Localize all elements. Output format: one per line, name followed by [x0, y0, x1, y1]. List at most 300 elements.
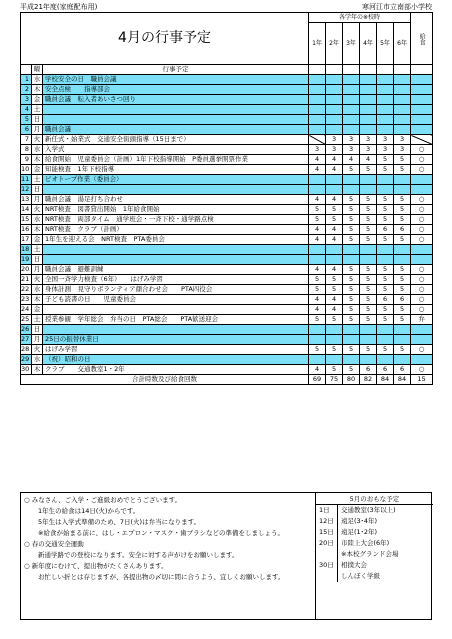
- grade-hours-cell: 5: [343, 315, 360, 325]
- table-row: [21, 325, 433, 335]
- grade-hours-cell: 5: [343, 165, 360, 175]
- grade-hours-cell: [360, 335, 377, 345]
- table-row: [21, 165, 433, 175]
- event-text: 新任式・始業式 交通安全街頭指導（15日まで）: [43, 135, 309, 145]
- note-line: [24, 539, 312, 550]
- table-row: [21, 185, 433, 195]
- table-row: [21, 275, 433, 285]
- weekday: 金: [32, 235, 43, 245]
- grade-hours-cell: 5: [343, 225, 360, 235]
- grade-hours-cell: 5: [360, 195, 377, 205]
- kyushoku-cell: [411, 135, 433, 145]
- kyushoku-cell: ○: [411, 365, 433, 375]
- kyushoku-cell: ○: [411, 305, 433, 315]
- grade-header-1: 1年: [309, 23, 326, 65]
- total-hours-cell: 75: [326, 375, 343, 385]
- may-schedule-text: しんぼく学級: [341, 572, 380, 580]
- grade-hours-cell: [309, 75, 326, 85]
- note-bullet: ○: [24, 562, 30, 570]
- grade-hours-cell: 3: [394, 145, 411, 155]
- grade-hours-cell: 3: [326, 145, 343, 155]
- grade-hours-cell: [309, 95, 326, 105]
- grade-hours-cell: [394, 185, 411, 195]
- event-text: （祝）昭和の日: [43, 355, 309, 365]
- schedule-body: [21, 13, 433, 385]
- grade-hours-cell: [326, 105, 343, 115]
- grade-hours-cell: 3: [309, 145, 326, 155]
- table-row: [21, 175, 433, 185]
- event-text: 職員会議 避難訓練: [43, 265, 309, 275]
- table-row: [21, 125, 433, 135]
- weekday: 月: [32, 335, 43, 345]
- note-bullet: ○: [24, 540, 30, 548]
- grade-hours-cell: [343, 115, 360, 125]
- kyushoku-cell: ○: [411, 215, 433, 225]
- grade-hours-cell: 5: [377, 205, 394, 215]
- grade-hours-cell: 5: [343, 345, 360, 355]
- totals-label: 合計時数及び給食回数: [21, 375, 309, 385]
- grade-hours-cell: [326, 255, 343, 265]
- total-hours-cell: 80: [343, 375, 360, 385]
- grade-hours-cell: [377, 125, 394, 135]
- grade-hours-cell: [360, 255, 377, 265]
- grade-hours-cell: [360, 245, 377, 255]
- event-text: 職員会議 湯足打ち合わせ: [43, 195, 309, 205]
- header-school-name: 寒河江市立南部小学校: [362, 3, 432, 11]
- note-line: [24, 528, 312, 539]
- note-line: [24, 572, 312, 583]
- grade-hours-cell: 3: [360, 145, 377, 155]
- day-number: 13: [21, 195, 32, 205]
- day-number: 28: [21, 345, 32, 355]
- grade-hours-cell: [377, 335, 394, 345]
- kyushoku-cell: ○: [411, 155, 433, 165]
- table-row: [21, 335, 433, 345]
- note-text: ※給食が始まる前に、はし・エプロン・マスク・歯ブラシなどの準備をしましょう。: [38, 529, 284, 537]
- note-line: [24, 495, 312, 506]
- grade-hours-cell: 5: [343, 365, 360, 375]
- may-schedule-text: 市陸上大会(6年): [341, 539, 390, 547]
- table-row: [21, 135, 433, 145]
- grade-hours-cell: [360, 85, 377, 95]
- kyushoku-header: 給食: [411, 13, 433, 65]
- grade-hours-cell: [377, 85, 394, 95]
- grade-hours-cell: 5: [377, 195, 394, 205]
- grade-hours-cell: 5: [394, 315, 411, 325]
- grade-hours-cell: [360, 115, 377, 125]
- grade-hours-cell: [377, 115, 394, 125]
- weekday: 水: [32, 75, 43, 85]
- event-text: 知能検査 1年下校指導: [43, 165, 309, 175]
- grade-hours-cell: 5: [343, 275, 360, 285]
- grade-hours-cell: [326, 325, 343, 335]
- grade-hours-cell: 5: [377, 215, 394, 225]
- kyushoku-cell: ○: [411, 275, 433, 285]
- table-row: [21, 195, 433, 205]
- weekday: 土: [32, 315, 43, 325]
- may-schedule-text: 遠足(3･4年): [341, 517, 378, 525]
- table-row: [21, 205, 433, 215]
- weekday: 木: [32, 295, 43, 305]
- weekday: 水: [32, 215, 43, 225]
- grade-hours-cell: [360, 175, 377, 185]
- table-row: [21, 265, 433, 275]
- grade-hours-cell: 5: [394, 155, 411, 165]
- table-row: [21, 315, 433, 325]
- may-schedule-item: [316, 571, 433, 582]
- event-text: クラブ 交通教室1・2年: [43, 365, 309, 375]
- weekday: 水: [32, 145, 43, 155]
- day-number: 23: [21, 295, 32, 305]
- grade-hours-cell: [394, 255, 411, 265]
- kyushoku-cell: ○: [411, 205, 433, 215]
- grade-hours-cell: [326, 335, 343, 345]
- grade-hours-cell: [309, 325, 326, 335]
- event-text: NRT検査 両部タイム 通学班会・一斉下校・通学路点検: [43, 215, 309, 225]
- grade-hours-cell: 5: [394, 195, 411, 205]
- grade-hours-cell: 6: [377, 365, 394, 375]
- grade-hours-cell: [343, 325, 360, 335]
- grade-hours-cell: [360, 75, 377, 85]
- kyushoku-cell: [411, 125, 433, 135]
- grade-hours-cell: 5: [360, 225, 377, 235]
- may-schedule-box: [316, 493, 433, 619]
- grade-hours-cell: 4: [326, 305, 343, 315]
- event-text: 給食開始 児童委員会（計画）1年下校指導開始 P委員選挙開票作業: [43, 155, 309, 165]
- grade-hours-cell: [360, 125, 377, 135]
- grade-hours-cell: 5: [360, 215, 377, 225]
- grade-hours-cell: [309, 115, 326, 125]
- day-number: 1: [21, 75, 32, 85]
- event-text: [43, 115, 309, 125]
- grade-header-4: 4年: [360, 23, 377, 65]
- table-row: [21, 285, 433, 295]
- event-text: [43, 325, 309, 335]
- grade-hours-cell: [326, 185, 343, 195]
- table-row: [21, 255, 433, 265]
- day-number: 4: [21, 105, 32, 115]
- grade-header-3: 3年: [343, 23, 360, 65]
- event-text: 25日の振替休業日: [43, 335, 309, 345]
- grade-hours-cell: 5: [309, 215, 326, 225]
- grade-hours-cell: [343, 85, 360, 95]
- grade-hours-cell: 4: [309, 155, 326, 165]
- may-schedule-text: ※本校グランド会場: [341, 550, 399, 558]
- grade-hours-cell: 4: [326, 225, 343, 235]
- weekday: 木: [32, 155, 43, 165]
- grade-hours-cell: 5: [343, 285, 360, 295]
- grade-hours-cell: [326, 245, 343, 255]
- weekday: 金: [32, 165, 43, 175]
- grade-hours-cell: 4: [360, 155, 377, 165]
- grade-hours-cell: [394, 85, 411, 95]
- event-text: 授業参観 学年総会 弁当の日 PTA総会 PTA歓送迎会: [43, 315, 309, 325]
- may-schedule-text: 交通教室(3年以上): [341, 506, 396, 514]
- kyushoku-cell: [411, 255, 433, 265]
- events-header: 行事予定: [43, 65, 309, 75]
- may-schedule-date: 30日: [316, 560, 338, 571]
- grade-hours-cell: [309, 355, 326, 365]
- grade-hours-cell: 5: [377, 265, 394, 275]
- day-number: 14: [21, 205, 32, 215]
- table-row: [21, 305, 433, 315]
- grade-hours-cell: 5: [394, 275, 411, 285]
- note-text: 1年生の給食は14日(火)からです。: [38, 507, 140, 515]
- table-row: [21, 155, 433, 165]
- day-number: 7: [21, 135, 32, 145]
- weekday: 木: [32, 85, 43, 95]
- grade-hours-cell: 4: [309, 225, 326, 235]
- grade-header-6: 6年: [394, 23, 411, 65]
- kyushoku-cell: ○: [411, 265, 433, 275]
- event-text: 職員会議: [43, 125, 309, 135]
- note-text: 新年度にむけて、提出物がたくさんあります。: [31, 562, 168, 570]
- grade-hours-cell: 5: [309, 315, 326, 325]
- note-text: 新通学路での登校になります。安全に対する声がけをお願いします。: [38, 551, 239, 559]
- grade-hours-cell: 5: [309, 205, 326, 215]
- event-text: NRT検査 図書貸出開始 1年給食開始: [43, 205, 309, 215]
- weekday: 土: [32, 175, 43, 185]
- grade-hours-cell: [377, 255, 394, 265]
- day-number: 26: [21, 325, 32, 335]
- event-text: [43, 105, 309, 115]
- grade-hours-cell: 4: [309, 305, 326, 315]
- event-text: 安全点検 指導部会: [43, 85, 309, 95]
- grade-hours-cell: [394, 105, 411, 115]
- schedule-table: [20, 12, 433, 385]
- grade-hours-cell: 5: [326, 205, 343, 215]
- kyushoku-cell: [411, 115, 433, 125]
- totals-row: [21, 375, 433, 385]
- table-row: [21, 225, 433, 235]
- grade-hours-cell: [394, 125, 411, 135]
- grade-hours-cell: 4: [309, 165, 326, 175]
- grade-hours-cell: 6: [394, 365, 411, 375]
- grade-hours-cell: 5: [394, 345, 411, 355]
- day-number: 10: [21, 165, 32, 175]
- day-number: 30: [21, 365, 32, 375]
- page-title: 4月の行事予定: [21, 13, 309, 65]
- grade-hours-cell: [377, 185, 394, 195]
- grade-hours-cell: 5: [377, 305, 394, 315]
- kyushoku-cell: ○: [411, 345, 433, 355]
- grade-hours-cell: 4: [326, 165, 343, 175]
- grade-hours-cell: 6: [394, 225, 411, 235]
- grade-hours-cell: 4: [326, 295, 343, 305]
- grade-hours-cell: [309, 335, 326, 345]
- table-row: [21, 95, 433, 105]
- grade-hours-cell: [360, 105, 377, 115]
- event-text: NRT検査 クラブ（計画）: [43, 225, 309, 235]
- grade-hours-cell: 3: [326, 135, 343, 145]
- may-schedule-text: 相撲大会: [341, 561, 367, 569]
- day-number: 16: [21, 225, 32, 235]
- weekday: 火: [32, 135, 43, 145]
- kyushoku-cell: ○: [411, 165, 433, 175]
- grade-hours-cell: [309, 85, 326, 95]
- grade-hours-cell: [343, 335, 360, 345]
- grade-hours-cell: 5: [394, 215, 411, 225]
- kyushoku-cell: [411, 175, 433, 185]
- grade-hours-cell: [394, 115, 411, 125]
- grade-hours-cell: [309, 185, 326, 195]
- may-schedule-date: [316, 571, 338, 582]
- weekday: 月: [32, 195, 43, 205]
- event-text: 子ども読書の日 児童委員会: [43, 295, 309, 305]
- grade-hours-cell: [343, 355, 360, 365]
- day-number: 24: [21, 305, 32, 315]
- event-text: 1年生を迎える会 NRT検査 PTA委員会: [43, 235, 309, 245]
- grade-hours-cell: [309, 245, 326, 255]
- table-row: [21, 245, 433, 255]
- weekday: 日: [32, 255, 43, 265]
- grade-hours-cell: 5: [394, 235, 411, 245]
- grade-hours-cell: 5: [377, 315, 394, 325]
- grade-hours-cell: 5: [326, 345, 343, 355]
- kyushoku-cell: [411, 185, 433, 195]
- day-number: 11: [21, 175, 32, 185]
- grade-hours-cell: 5: [326, 275, 343, 285]
- grade-hours-cell: [326, 75, 343, 85]
- grade-hours-cell: [343, 185, 360, 195]
- day-number: 19: [21, 255, 32, 265]
- grade-hours-cell: [326, 125, 343, 135]
- grade-hours-cell: 5: [394, 205, 411, 215]
- weekday: 月: [32, 265, 43, 275]
- event-text: 全国一斉学力検査（6年） はげみ学習: [43, 275, 309, 285]
- may-schedule-item: [316, 560, 433, 571]
- grade-hours-cell: 5: [377, 235, 394, 245]
- may-schedule-item: [316, 516, 433, 527]
- grade-hours-cell: [377, 75, 394, 85]
- table-row: [21, 365, 433, 375]
- grade-hours-cell: [394, 355, 411, 365]
- kyushoku-cell: [411, 335, 433, 345]
- grade-hours-cell: 5: [377, 165, 394, 175]
- grade-hours-cell: 5: [394, 165, 411, 175]
- grade-hours-cell: [394, 245, 411, 255]
- grade-hours-cell: 6: [394, 295, 411, 305]
- grade-hours-cell: 6: [360, 365, 377, 375]
- grade-hours-cell: 4: [326, 155, 343, 165]
- grade-hours-cell: 4: [309, 235, 326, 245]
- weekday: 金: [32, 95, 43, 105]
- grade-hours-cell: 5: [343, 215, 360, 225]
- weekday-header: 曜: [32, 65, 43, 75]
- grade-hours-cell: [377, 325, 394, 335]
- grade-hours-cell: 5: [343, 265, 360, 275]
- table-row: [21, 215, 433, 225]
- weekday: 日: [32, 325, 43, 335]
- grade-hours-cell: 4: [309, 195, 326, 205]
- note-line: [24, 506, 312, 517]
- grade-hours-cell: 3: [343, 145, 360, 155]
- grade-hours-cell: 5: [377, 155, 394, 165]
- grade-hours-cell: [394, 75, 411, 85]
- day-number: 22: [21, 285, 32, 295]
- grade-hours-cell: 5: [377, 275, 394, 285]
- day-number: 21: [21, 275, 32, 285]
- day-number: 3: [21, 95, 32, 105]
- grade-hours-cell: [326, 85, 343, 95]
- event-text: はげみ学習: [43, 345, 309, 355]
- day-number: 5: [21, 115, 32, 125]
- grade-hours-cell: [343, 245, 360, 255]
- kyushoku-cell: 弁: [411, 315, 433, 325]
- grade-hours-cell: 5: [309, 275, 326, 285]
- grade-hours-cell: [394, 325, 411, 335]
- grade-hours-cell: 5: [326, 315, 343, 325]
- grade-hours-cell: [309, 135, 326, 145]
- kyushoku-cell: ○: [411, 195, 433, 205]
- event-text: 身体計測 見守りボランティア顔合わせ会 PTA四役会: [43, 285, 309, 295]
- grade-hours-cell: [309, 255, 326, 265]
- weekday: 木: [32, 225, 43, 235]
- event-text: ビオトープ作業（委員会）: [43, 175, 309, 185]
- weekday: 月: [32, 125, 43, 135]
- grade-hours-cell: 5: [360, 305, 377, 315]
- kyushoku-cell: ○: [411, 285, 433, 295]
- weekday: 火: [32, 205, 43, 215]
- day-number: 18: [21, 245, 32, 255]
- grade-hours-cell: [326, 355, 343, 365]
- day-number: 29: [21, 355, 32, 365]
- total-hours-cell: 82: [360, 375, 377, 385]
- table-row: [21, 85, 433, 95]
- grade-hours-cell: 5: [343, 205, 360, 215]
- kyushoku-cell: [411, 105, 433, 115]
- grade-hours-cell: 5: [360, 275, 377, 285]
- may-schedule-item: [316, 538, 433, 549]
- day-number: 27: [21, 335, 32, 345]
- grade-hours-cell: 5: [343, 195, 360, 205]
- event-text: [43, 185, 309, 195]
- grade-hours-cell: [343, 95, 360, 105]
- grade-hours-cell: 3: [377, 145, 394, 155]
- kyushoku-cell: [411, 245, 433, 255]
- weekday: 日: [32, 185, 43, 195]
- total-hours-cell: 84: [394, 375, 411, 385]
- grade-hours-cell: 6: [377, 295, 394, 305]
- table-row: [21, 355, 433, 365]
- grade-hours-cell: [343, 105, 360, 115]
- grade-hours-cell: [343, 125, 360, 135]
- table-row: [21, 105, 433, 115]
- grade-hours-cell: [377, 95, 394, 105]
- note-text: お忙しい折とは存じますが、各提出物の〆切に間に合うよう、宜しくお願いします。: [38, 573, 285, 581]
- day-number: 9: [21, 155, 32, 165]
- grade-hours-cell: [360, 95, 377, 105]
- grade-hours-cell: 4: [309, 265, 326, 275]
- note-line: [24, 561, 312, 572]
- event-text: [43, 245, 309, 255]
- kyushoku-cell: [411, 355, 433, 365]
- note-bullet: ○: [24, 496, 30, 504]
- table-row: [21, 115, 433, 125]
- grade-hours-cell: [360, 355, 377, 365]
- may-schedule-date: 20日: [316, 538, 338, 549]
- may-schedule-date: 12日: [316, 516, 338, 527]
- note-text: みなさん、ご入学・ご進級おめでとうございます。: [31, 496, 182, 504]
- grade-hours-cell: 5: [326, 215, 343, 225]
- grade-hours-cell: 5: [377, 285, 394, 295]
- kyushoku-cell: ○: [411, 295, 433, 305]
- grade-hours-cell: 6: [377, 225, 394, 235]
- grade-hours-cell: [343, 175, 360, 185]
- grade-hours-cell: [309, 105, 326, 115]
- weekday: 火: [32, 275, 43, 285]
- grade-hours-cell: 4: [326, 235, 343, 245]
